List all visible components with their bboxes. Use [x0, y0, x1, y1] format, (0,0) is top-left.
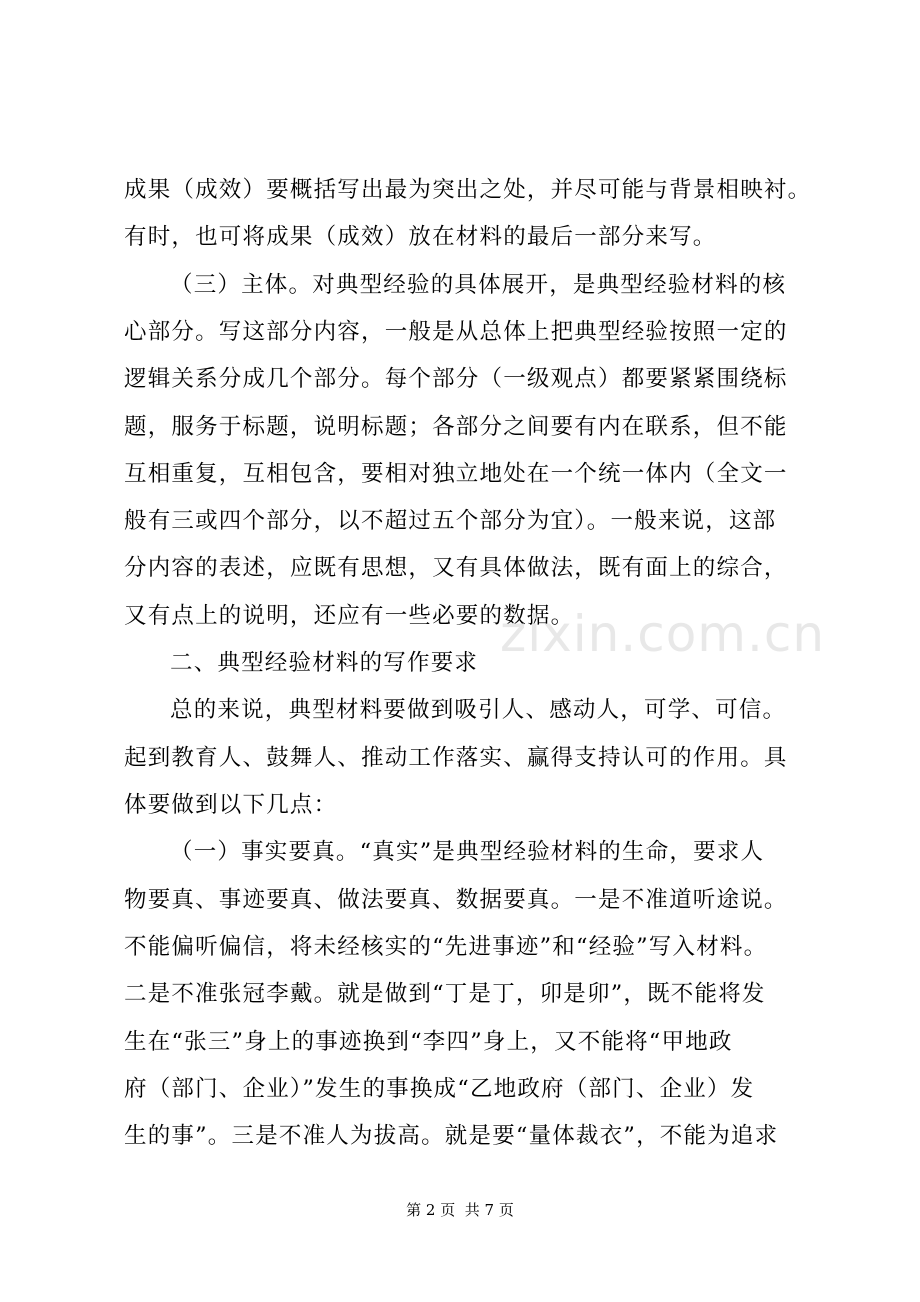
body-text-line: （三）主体。对典型经验的具体展开，是典型经验材料的核 — [170, 272, 787, 298]
body-text-line: 体要做到以下几点： — [124, 792, 338, 818]
body-text-line: 有时，也可将成果（成效）放在材料的最后一部分来写。 — [124, 224, 717, 250]
body-text-line: 互相重复，互相包含，要相对独立地处在一个统一体内（全文一 — [124, 461, 788, 487]
body-text-line: 分内容的表述，应既有思想，又有具体做法，既有面上的综合， — [124, 555, 788, 581]
body-text-line: 生的事”。三是不准人为拔高。就是要“量体裁衣”，不能为追求 — [124, 1123, 779, 1149]
body-text-line: 心部分。写这部分内容，一般是从总体上把典型经验按照一定的 — [124, 319, 788, 345]
body-text-line: 二是不准张冠李戴。就是做到“丁是丁，卯是卯”，既不能将发 — [124, 981, 766, 1007]
body-text-line: 逻辑关系分成几个部分。每个部分（一级观点）都要紧紧围绕标 — [124, 366, 788, 392]
body-text-line: 题，服务于标题，说明标题；各部分之间要有内在联系，但不能 — [124, 414, 788, 440]
section-heading: 二、典型经验材料的写作要求 — [170, 650, 479, 676]
body-text-line: 又有点上的说明，还应有一些必要的数据。 — [124, 603, 575, 629]
body-text-line: 物要真、事迹要真、做法要真、数据要真。一是不准道听途说。 — [124, 887, 788, 913]
body-text-line: 成果（成效）要概括写出最为突出之处，并尽可能与背景相映衬。 — [124, 177, 812, 203]
body-text-line: 起到教育人、鼓舞人、推动工作落实、赢得支持认可的作用。具 — [124, 745, 788, 771]
page-footer: 第 2 页 共 7 页 — [406, 1201, 514, 1219]
watermark: zixin.com.cn — [500, 605, 826, 663]
body-text-line: 生在“张三”身上的事迹换到“李四”身上，又不能将“甲地政 — [124, 1029, 733, 1055]
body-text-line: 总的来说，典型材料要做到吸引人、感动人，可学、可信。 — [170, 697, 787, 723]
body-text-line: 府（部门、企业）”发生的事换成“乙地政府（部门、企业）发 — [124, 1076, 755, 1102]
body-text-line: 般有三或四个部分，以不超过五个部分为宜）。一般来说，这部 — [124, 508, 777, 534]
body-text-line: （一）事实要真。“真实”是典型经验材料的生命，要求人 — [170, 839, 765, 865]
body-text-line: 不能偏听偏信，将未经核实的“先进事迹”和“经验”写入材料。 — [124, 934, 768, 960]
